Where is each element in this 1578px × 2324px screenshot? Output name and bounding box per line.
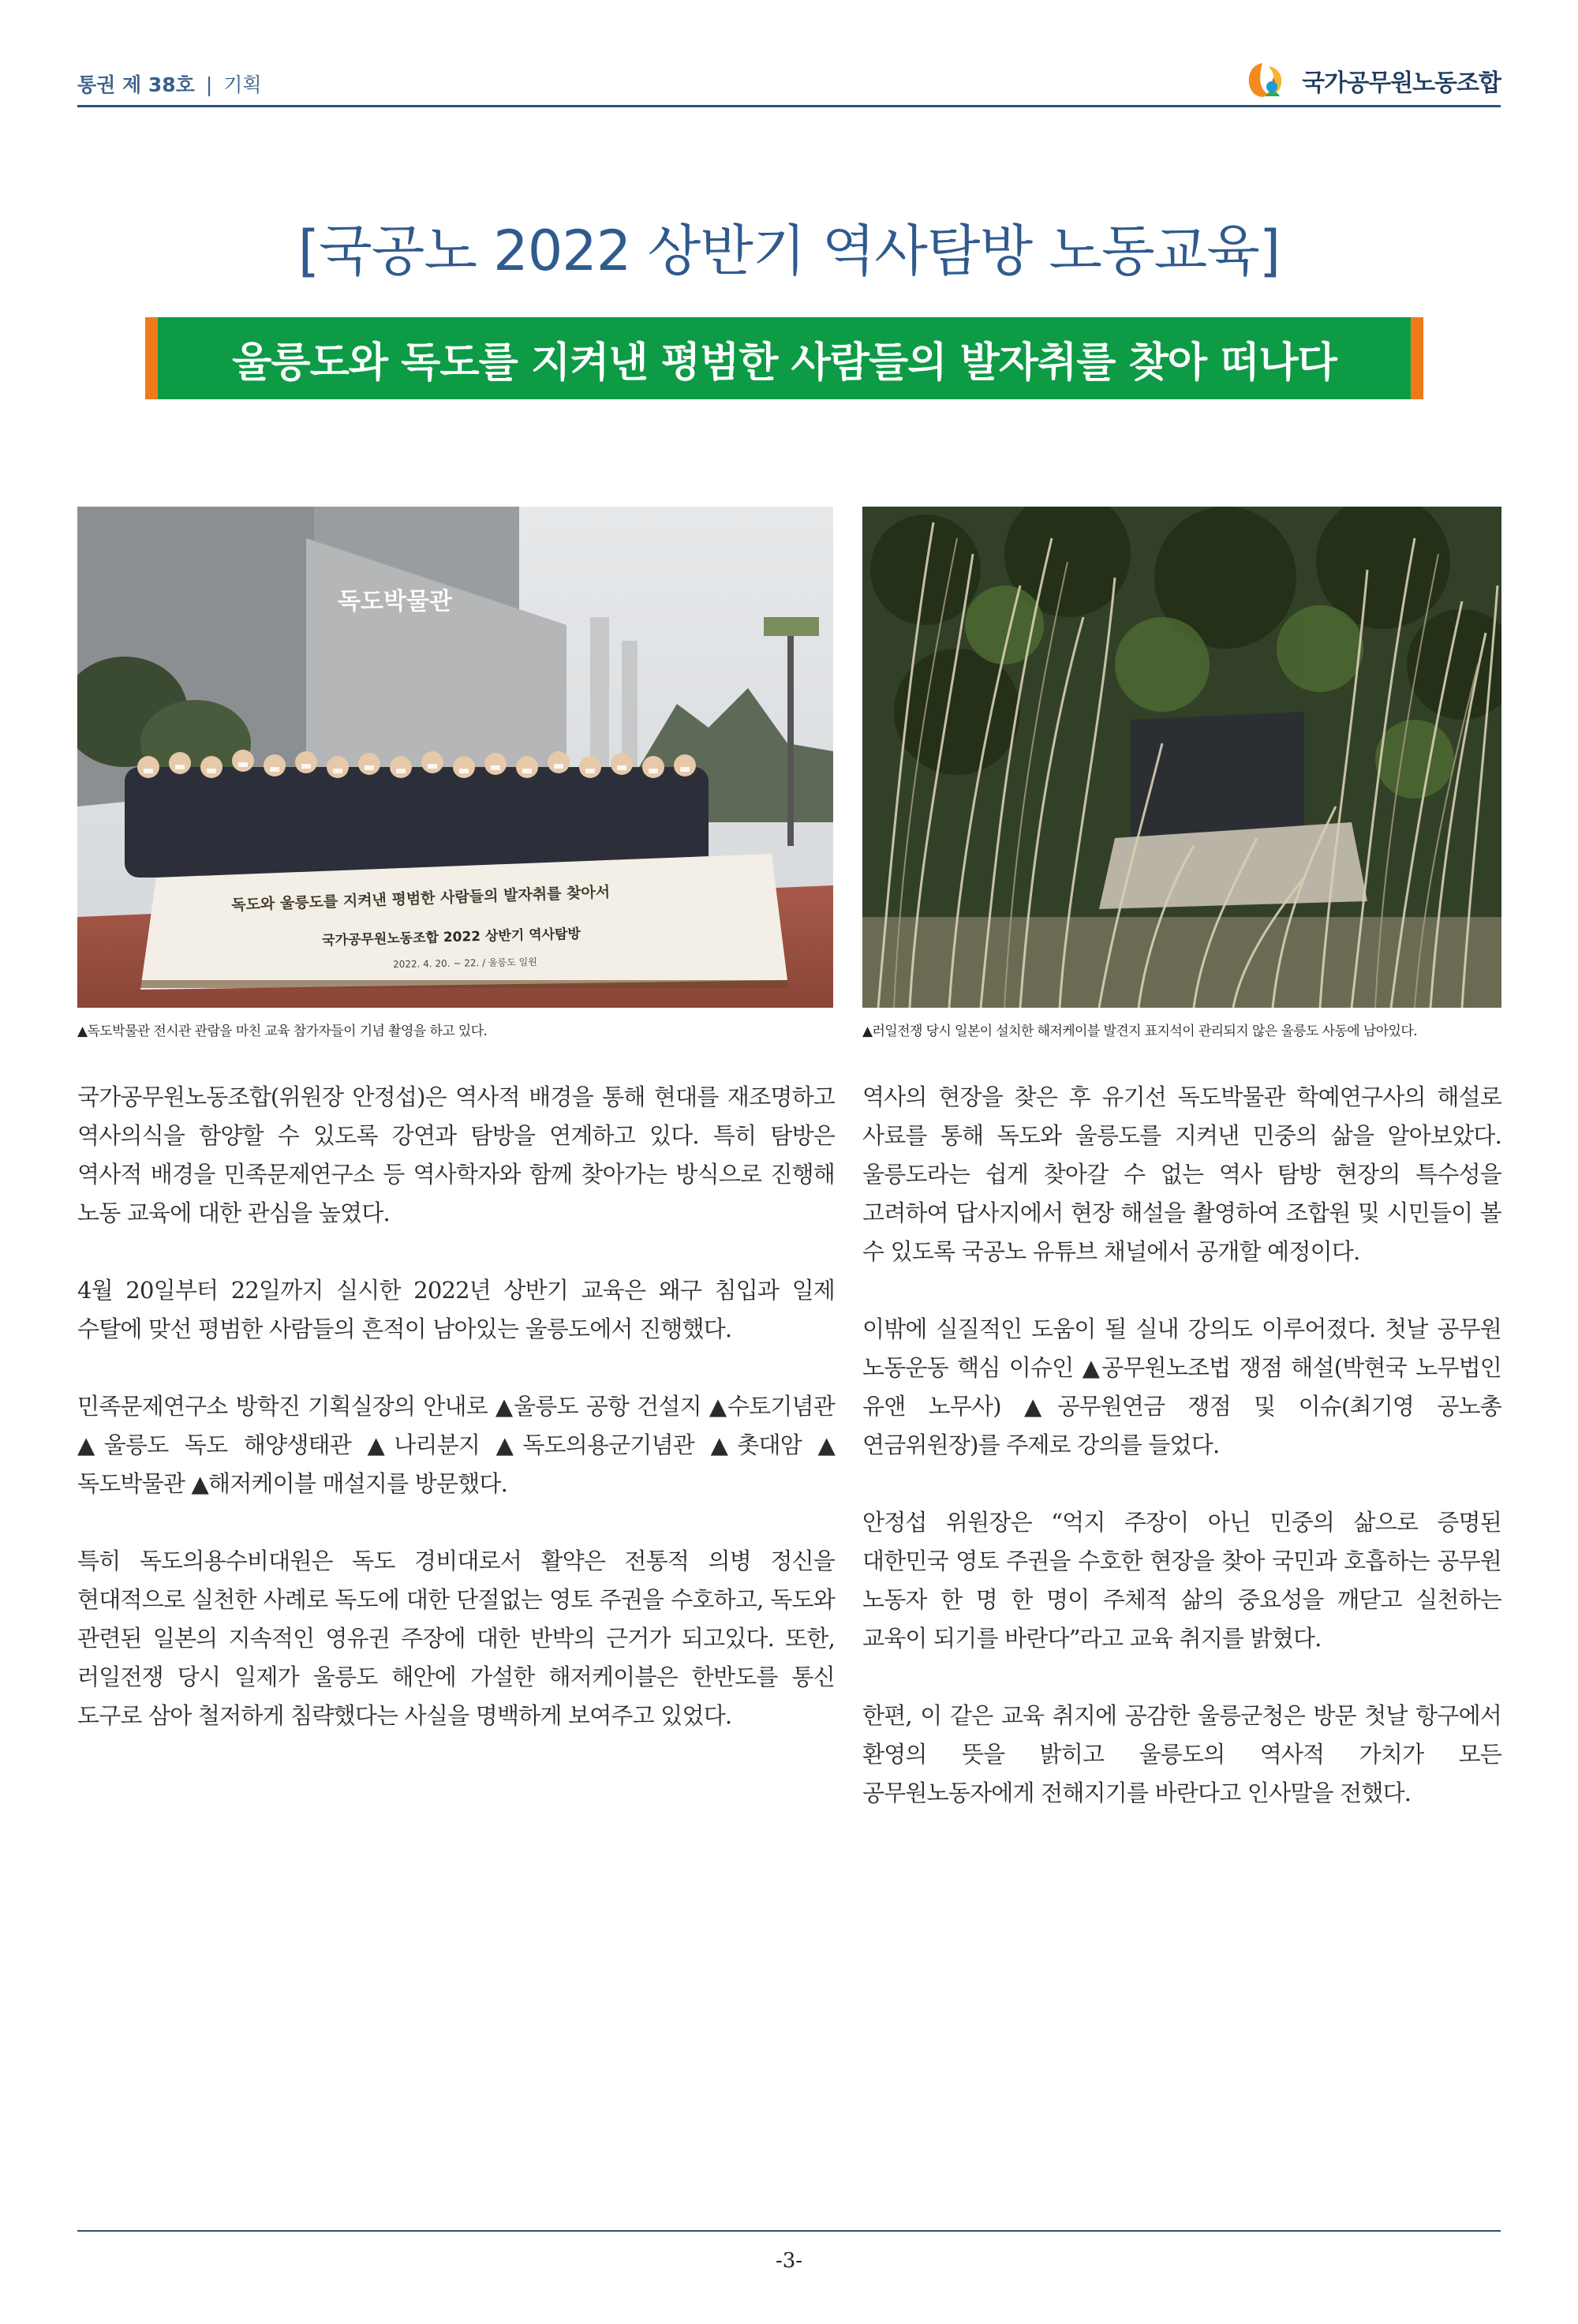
- section-category: 기획: [223, 73, 262, 96]
- museum-sign: 독도박물관: [338, 588, 452, 616]
- header-separator: |: [205, 73, 213, 96]
- article-subtitle: 울릉도와 독도를 지켜낸 평범한 사람들의 발자취를 찾아 떠나다: [232, 339, 1337, 387]
- banner-line-1: 독도와 울릉도를 지켜낸 평범한 사람들의 발자취를 찾아서: [230, 883, 611, 915]
- banner-line-2: 국가공무원노동조합 2022 상반기 역사탐방: [321, 926, 581, 949]
- body-column-right: [862, 1078, 1501, 1851]
- org-name: 국가공무원노동조합: [1302, 69, 1501, 97]
- footer-divider: [77, 2230, 1501, 2232]
- subtitle-banner: [145, 317, 1423, 399]
- body-paragraph: 역사의 현장을 찾은 후 유기선 독도박물관 학예연구사의 해설로 사료를 통해 독도와 울릉도를 지켜낸 민중의 삶을 알아보았다. 울릉도라는 쉽게 찾아갈 수 없는 역사 탐방 현장의 특수성을 고려하여 답사지에서 현장 해설을 촬영하여 조합원 및 시민들이 볼 수 있도록 국공노 유튜브 채널에서 공개할 예정이다.: [862, 1083, 1501, 1265]
- union-logo-icon: [1245, 58, 1294, 103]
- body-column-left: [77, 1078, 835, 1774]
- article-title: [국공노 2022 상반기 역사탐방 노동교육]: [297, 219, 1281, 283]
- issue-info: [77, 69, 262, 98]
- body-paragraph: 이밖에 실질적인 도움이 될 실내 강의도 이루어졌다. 첫날 공무원 노동운동 핵심 이슈인 ▲공무원노조법 쟁점 해설(박현국 노무법인 유앤 노무사) ▲공무원연금 쟁점 및 이슈(최기영 공노총 연금위원장)를 주제로 강의를 들었다.: [862, 1315, 1501, 1458]
- caption-right: ▲러일전쟁 당시 일본이 설치한 해저케이블 발견지 표지석이 관리되지 않은 울릉도 사동에 남아있다.: [862, 1024, 1417, 1039]
- body-paragraph: 한편, 이 같은 교육 취지에 공감한 울릉군청은 방문 첫날 항구에서 환영의 뜻을 밝히고 울릉도의 역사적 가치가 모든 공무원노동자에게 전해지기를 바란다고 인사말을 전했다.: [862, 1702, 1501, 1806]
- body-paragraph: 민족문제연구소 방학진 기획실장의 안내로 ▲울릉도 공항 건설지 ▲수토기념관 ▲울릉도 독도 해양생태관 ▲나리분지 ▲독도의용군기념관 ▲촛대암 ▲독도박물관 ▲해저케이블 매설지를 방문했다.: [77, 1393, 835, 1497]
- page-header: [77, 52, 1501, 107]
- body-paragraph: 4월 20일부터 22일까지 실시한 2022년 상반기 교육은 왜구 침입과 일제 수탈에 맞선 평범한 사람들의 흔적이 남아있는 울릉도에서 진행했다.: [77, 1277, 835, 1342]
- org-logo-block: [1245, 58, 1501, 103]
- caption-left: ▲독도박물관 전시관 관람을 마친 교육 참가자들이 기념 촬영을 하고 있다.: [77, 1024, 488, 1039]
- photo-museum-group: [77, 507, 833, 1008]
- header-divider: [77, 105, 1501, 107]
- page-number: -3-: [775, 2249, 803, 2273]
- body-paragraph: 국가공무원노동조합(위원장 안정섭)은 역사적 배경을 통해 현대를 재조명하고 역사의식을 함양할 수 있도록 강연과 탐방을 연계하고 있다. 특히 탐방은 역사적 배경을 민족문제연구소 등 역사학자와 함께 찾아가는 방식으로 진행해 노동 교육에 대한 관심을 높였다.: [77, 1083, 835, 1226]
- issue-number: 통권 제 38호: [77, 73, 195, 96]
- cable-marker-illustration: [862, 507, 1501, 1008]
- banner-line-3: 2022. 4. 20. ~ 22. / 울릉도 일원: [392, 956, 537, 971]
- photo-cable-marker: [862, 507, 1501, 1008]
- body-paragraph: 안정섭 위원장은 “억지 주장이 아닌 민중의 삶으로 증명된 대한민국 영토 주권을 수호한 현장을 찾아 국민과 호흡하는 공무원 노동자 한 명 한 명이 주체적 삶의 중요성을 깨닫고 실천하는 교육이 되기를 바란다”라고 교육 취지를 밝혔다.: [862, 1509, 1501, 1652]
- body-paragraph: 특히 독도의용수비대원은 독도 경비대로서 활약은 전통적 의병 정신을 현대적으로 실천한 사례로 독도에 대한 단절없는 영토 주권을 수호하고, 독도와 관련된 일본의 지속적인 영유권 주장에 대한 반박의 근거가 되고있다. 또한, 러일전쟁 당시 일제가 울릉도 해안에 가설한 해저케이블은 한반도를 통신 도구로 삼아 철저하게 침략했다는 사실을 명백하게 보여주고 있었다.: [77, 1547, 835, 1729]
